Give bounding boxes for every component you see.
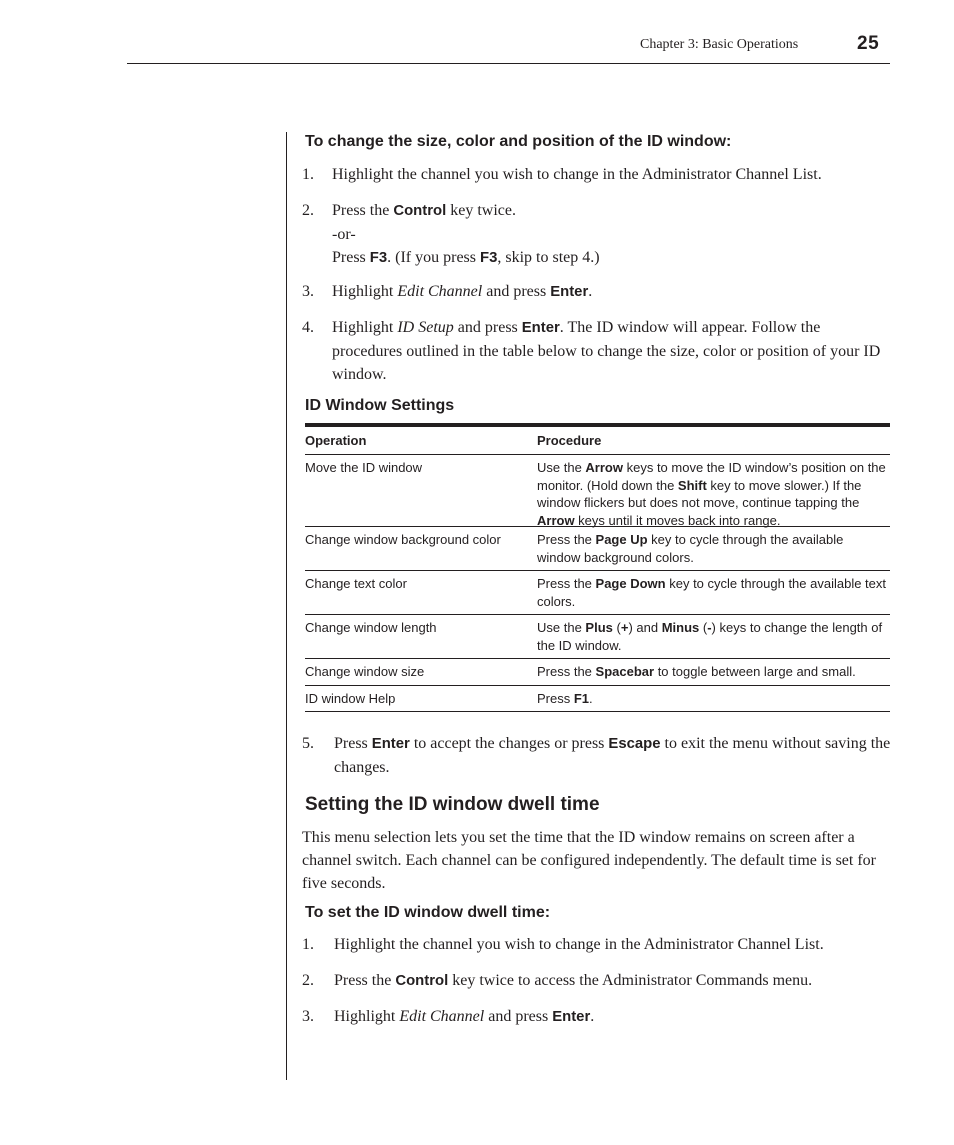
table-row xyxy=(305,615,890,659)
section-intro: This menu selection lets you set the time that the ID window remains on screen after a channel switch. Each channel can be configured independently. The default time is set for five seconds. xyxy=(302,829,877,892)
step-item xyxy=(302,199,892,270)
step-text: Highlight Edit Channel and press Enter. xyxy=(332,283,593,300)
step-text: Press Enter to accept the changes or press Escape to exit the menu without saving the changes. xyxy=(334,735,891,776)
step-number: 5. xyxy=(302,735,314,752)
table-row xyxy=(305,455,890,527)
step-text: Press the Control key twice. -or- Press F3. (If you press F3, skip to step 4.) xyxy=(332,202,600,266)
procedure-heading: To set the ID window dwell time: xyxy=(305,904,551,921)
step-item xyxy=(302,316,892,386)
step-number: 4. xyxy=(302,319,314,336)
step-number: 3. xyxy=(302,283,314,300)
table-header-row xyxy=(305,427,890,455)
operation-cell: Move the ID window xyxy=(305,460,423,475)
page-number: 25 xyxy=(857,33,880,54)
header-rule xyxy=(127,63,890,64)
column-header: Procedure xyxy=(537,433,602,448)
procedure-cell: Use the Plus (+) and Minus (-) keys to change the length of the ID window. xyxy=(537,620,883,653)
column-header: Operation xyxy=(305,433,367,448)
step-text: Highlight the channel you wish to change in the Administrator Channel List. xyxy=(332,166,822,183)
step-item xyxy=(302,280,892,304)
table-row xyxy=(305,571,890,615)
section-heading: Setting the ID window dwell time xyxy=(305,794,600,815)
procedure-cell: Press the Page Up key to cycle through the available window background colors. xyxy=(537,532,844,565)
table-row xyxy=(305,659,890,686)
procedure-cell: Use the Arrow keys to move the ID window’s position on the monitor. (Hold down the Shift key to move slower.) If the window flickers but does not move, continue tapping the Arrow keys until it moves back into range. xyxy=(537,460,886,528)
step-number: 2. xyxy=(302,972,314,989)
operation-cell: ID window Help xyxy=(305,691,396,706)
operation-cell: Change text color xyxy=(305,576,407,591)
margin-rule xyxy=(286,132,287,1080)
step-number: 1. xyxy=(302,166,314,183)
table-row xyxy=(305,686,890,712)
operation-cell: Change window size xyxy=(305,664,425,679)
step-text: Press the Control key twice to access the Administrator Commands menu. xyxy=(334,972,813,989)
step-text: Highlight Edit Channel and press Enter. xyxy=(334,1008,595,1025)
procedure-heading: To change the size, color and position of the ID window: xyxy=(305,133,732,150)
step-number: 3. xyxy=(302,1008,314,1025)
step-text: Highlight the channel you wish to change in the Administrator Channel List. xyxy=(334,936,824,953)
table-title: ID Window Settings xyxy=(305,397,455,414)
step-item xyxy=(302,163,892,186)
step-number: 2. xyxy=(302,202,314,219)
step-item xyxy=(302,969,892,993)
step-number: 1. xyxy=(302,936,314,953)
step-item xyxy=(302,1005,892,1029)
chapter-title: Chapter 3: Basic Operations xyxy=(640,37,799,52)
procedure-cell: Press F1. xyxy=(537,691,593,706)
procedure-cell: Press the Page Down key to cycle through the available text colors. xyxy=(537,576,887,609)
operation-cell: Change window length xyxy=(305,620,437,635)
settings-table xyxy=(305,423,890,712)
step-item xyxy=(302,933,892,956)
procedure-cell: Press the Spacebar to toggle between large and small. xyxy=(537,664,856,679)
operation-cell: Change window background color xyxy=(305,532,501,547)
step-text: Highlight ID Setup and press Enter. The ID window will appear. Follow the procedures outlined in the table below to change the size, color or position of your ID window. xyxy=(332,319,881,383)
table-row xyxy=(305,527,890,571)
step-item xyxy=(302,732,892,779)
